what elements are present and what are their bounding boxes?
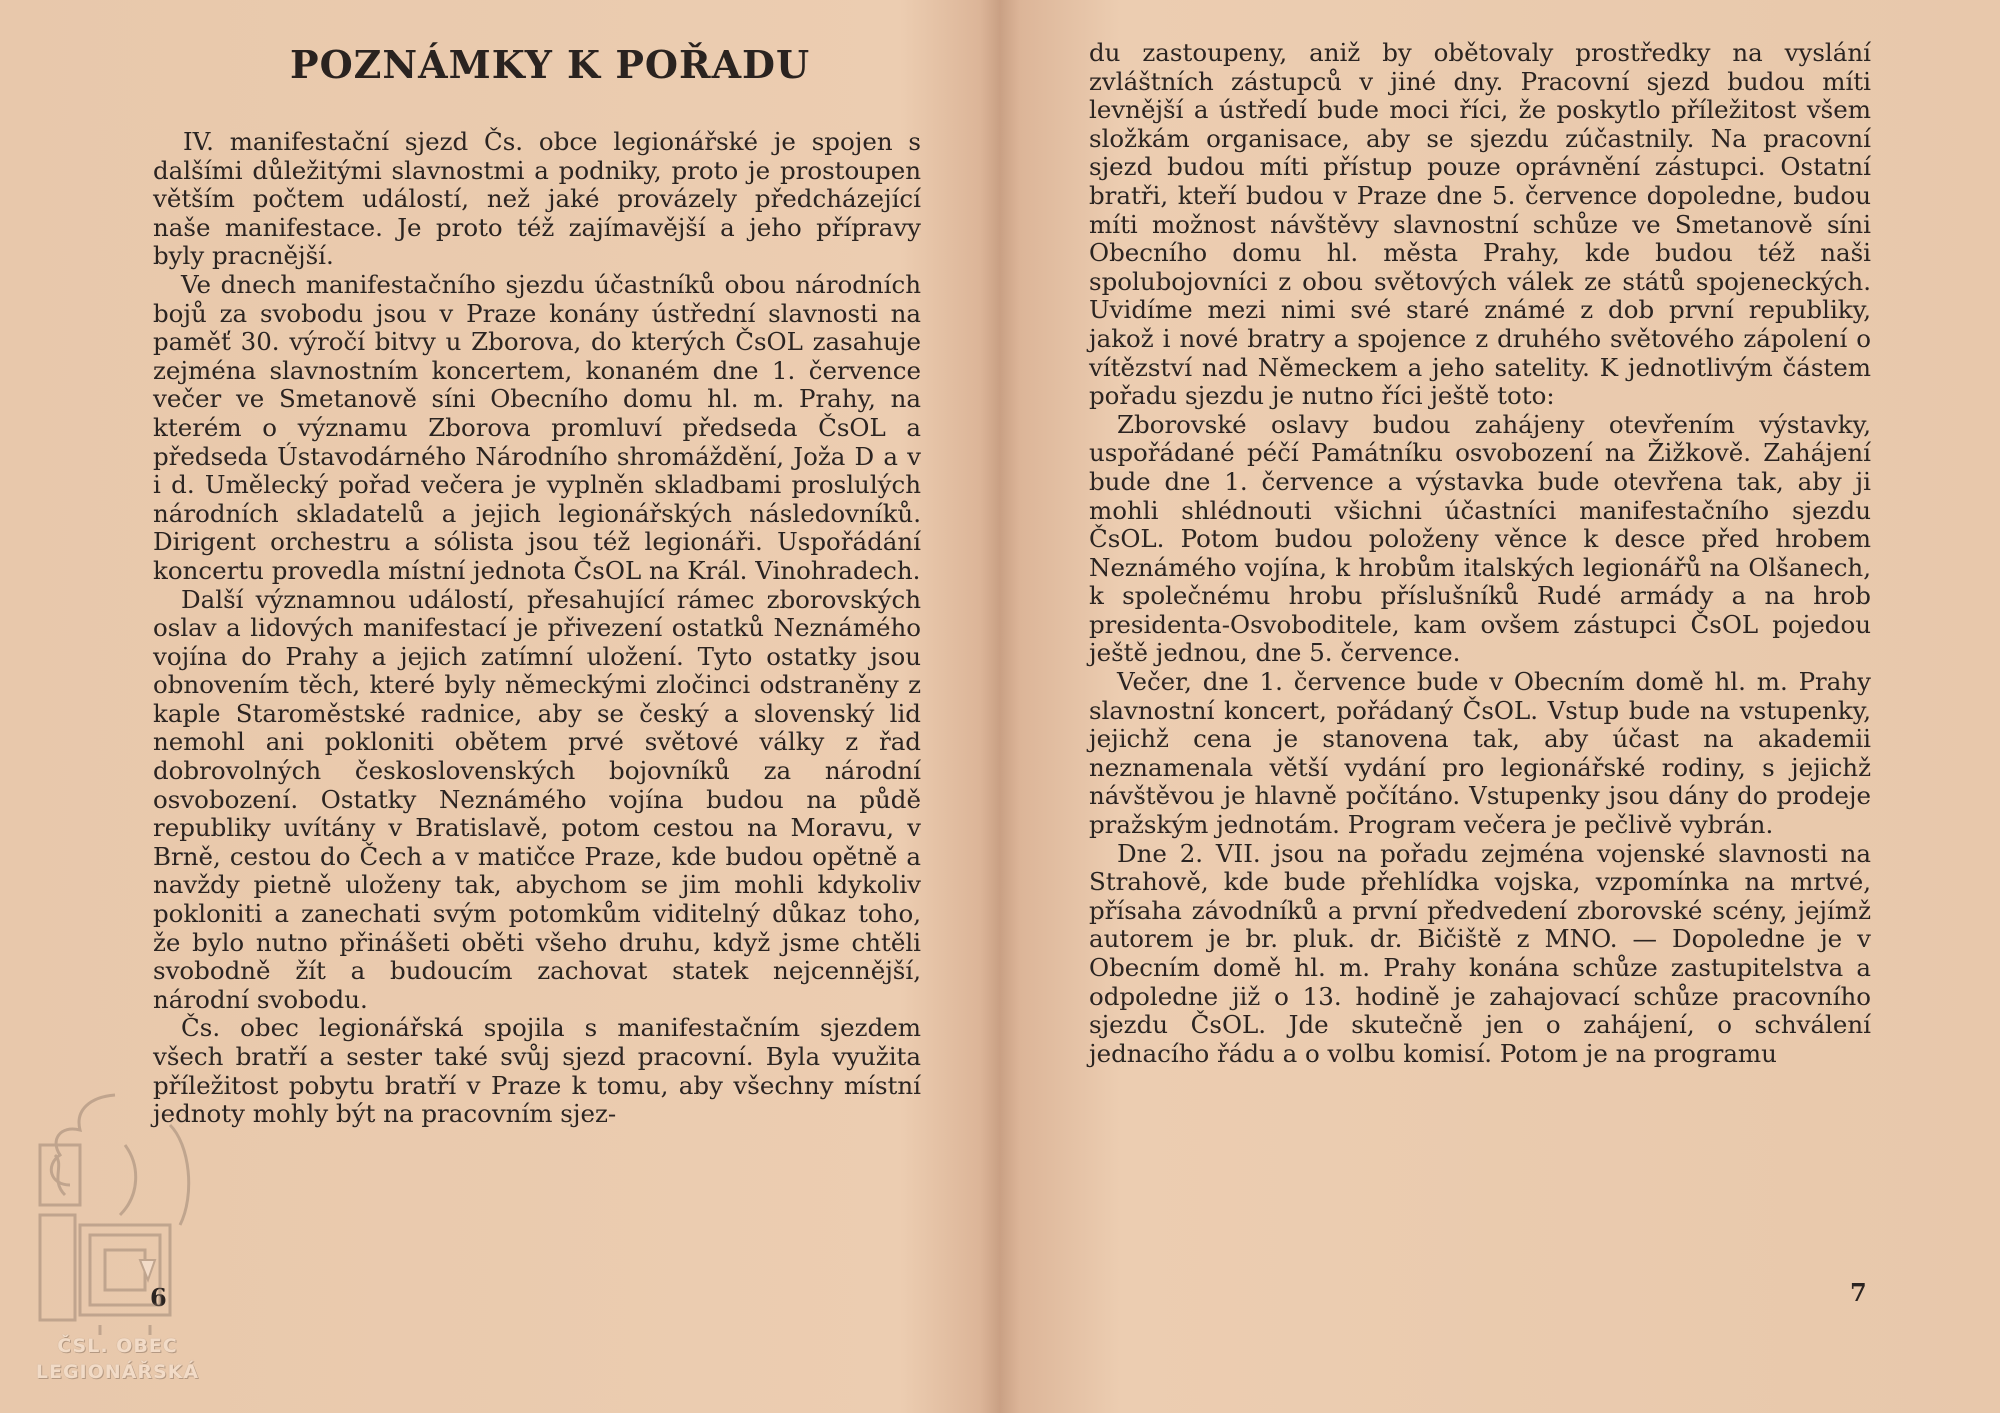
- legion-stamp-watermark: [20, 1085, 215, 1390]
- paragraph: Večer, dne 1. července bude v Obecním domě hl. m. Prahy slavnostní koncert, pořádaný ČsOL. Vstup bude na vstupenky, jejichž cena je stanovena tak, aby účast na akademii neznamenala větší vydání pro legionářské rodiny, s jejichž návštěvou je hlavně počítáno. Vstupenky jsou dány do prodeje pražským jednotám. Program večera je pečlivě vybrán.: [1089, 667, 1871, 840]
- paragraph: Další významnou událostí, přesahující rámec zborovských oslav a lidových manifestací je přivezení ostatků Neznámého vojína do Prahy a jejich zatímní uložení. Tyto ostatky jsou obnovením těch, které byly německými zločinci odstraněny z kaple Staroměstské radnice, aby se český a slovenský lid nemohl ani pokloniti obětem prvé světové války z řad dobrovolných československých bojovníků za národní osvobození. Ostatky Neznámého vojína budou na půdě republiky uvítány v Bratislavě, potom cestou na Moravu, v Brně, cestou do Čech a v matičce Praze, kde budou opětně a navždy pietně uloženy tak, abychom se jim mohli kdykoliv pokloniti a zanechati svým potomkům viditelný důkaz toho, že bylo nutno přinášeti oběti všeho druhu, když jsme chtěli svobodně žít a budoucím zachovat statek nejcennější, národní svobodu.: [153, 584, 921, 1014]
- paragraph: IV. manifestační sjezd Čs. obce legionářské je spojen s dalšími důležitými slavnostmi a podniky, proto je prostoupen větším počtem událostí, než jaké provázely předcházející naše manifestace. Je proto též zajímavější a jeho přípravy byly pracnější.: [153, 127, 921, 271]
- paragraph: Zborovské oslavy budou zahájeny otevřením výstavky, uspořádané péčí Památníku osvobození na Žižkově. Zahájení bude dne 1. července a výstavka bude otevřena tak, aby ji mohli shlédnouti všichni účastníci manifestačního sjezdu ČsOL. Potom budou položeny věnce k desce před hrobem Neznámého vojína, k hrobům italských legionářů na Olšanech, k společnému hrobu příslušníků Rudé armády a na hrob presidenta-Osvoboditele, kam ovšem zástupci ČsOL pojedou ještě jednou, dne 5. července.: [1089, 409, 1871, 668]
- page-number: 6: [150, 1283, 167, 1312]
- paragraph: Čs. obec legionářská spojila s manifestačním sjezdem všech bratří a sester také svůj sjezd pracovní. Byla využita příležitost pobytu bratří v Praze k tomu, aby všechny místní jednoty mohly být na pracovním sjez-: [153, 1013, 921, 1129]
- stamp-emblem-icon: [20, 1085, 215, 1335]
- right-text-column: [1089, 39, 1871, 1068]
- right-page: [1005, 0, 2000, 1413]
- stamp-text-line1: ČSL. OBEC: [57, 1335, 178, 1357]
- paragraph: du zastoupeny, aniž by obětovaly prostředky na vyslání zvláštních zástupců v jiné dny. Pracovní sjezd budou míti levnější a ústředí bude moci říci, že poskytlo příležitost všem složkám organisace, aby se sjezdu zúčastnily. Na pracovní sjezd budou míti přístup pouze oprávnění zástupci. Ostatní bratři, kteří budou v Praze dne 5. července dopoledne, budou míti možnost návštěvy slavnostní schůze ve Smetanově síni Obecního domu hl. města Prahy, kde budou též naši spolubojovníci z obou světových válek ze států spojeneckých. Uvidíme mezi nimi své staré známé z dob první republiky, jakož i nové bratry a spojence z druhého světového zápolení o vítězství nad Německem a jeho satelity. K jednotlivým částem pořadu sjezdu je nutno říci ještě toto:: [1089, 38, 1871, 411]
- paragraph: Ve dnech manifestačního sjezdu účastníků obou národních bojů za svobodu jsou v Praze konány ústřední slavnosti na paměť 30. výročí bitvy u Zborova, do kterých ČsOL zasahuje zejména slavnostním koncertem, konaném dne 1. července večer ve Smetanově síni Obecního domu hl. m. Prahy, na kterém o významu Zborova promluví předseda ČsOL a předseda Ústavodárného Národního shromáždění, Joža D a v i d. Umělecký pořad večera je vyplněn skladbami proslulých národních skladatelů a jejich legionářských následovníků. Dirigent orchestru a sólista jsou též legionáři. Uspořádání koncertu provedla místní jednota ČsOL na Král. Vinohradech.: [153, 269, 921, 585]
- left-page: [0, 0, 995, 1413]
- page-title: POZNÁMKY K POŘADU: [290, 42, 811, 87]
- stamp-text-line2: LEGIONÁŘSKÁ: [35, 1361, 200, 1383]
- left-text-column: [153, 128, 921, 1129]
- page-number: 7: [1850, 1278, 1867, 1307]
- paragraph: Dne 2. VII. jsou na pořadu zejména vojenské slavnosti na Strahově, kde bude přehlídka vojska, vzpomínka na mrtvé, přísaha závodníků a první předvedení zborovské scény, jejímž autorem je br. pluk. dr. Bičiště z MNO. — Dopoledne je v Obecním domě hl. m. Prahy konána schůze zastupitelstva a odpoledne již o 13. hodině je zahajovací schůze pracovního sjezdu ČsOL. Jde skutečně jen o zahájení, o schválení jednacího řádu a o volbu komisí. Potom je na programu: [1089, 838, 1871, 1068]
